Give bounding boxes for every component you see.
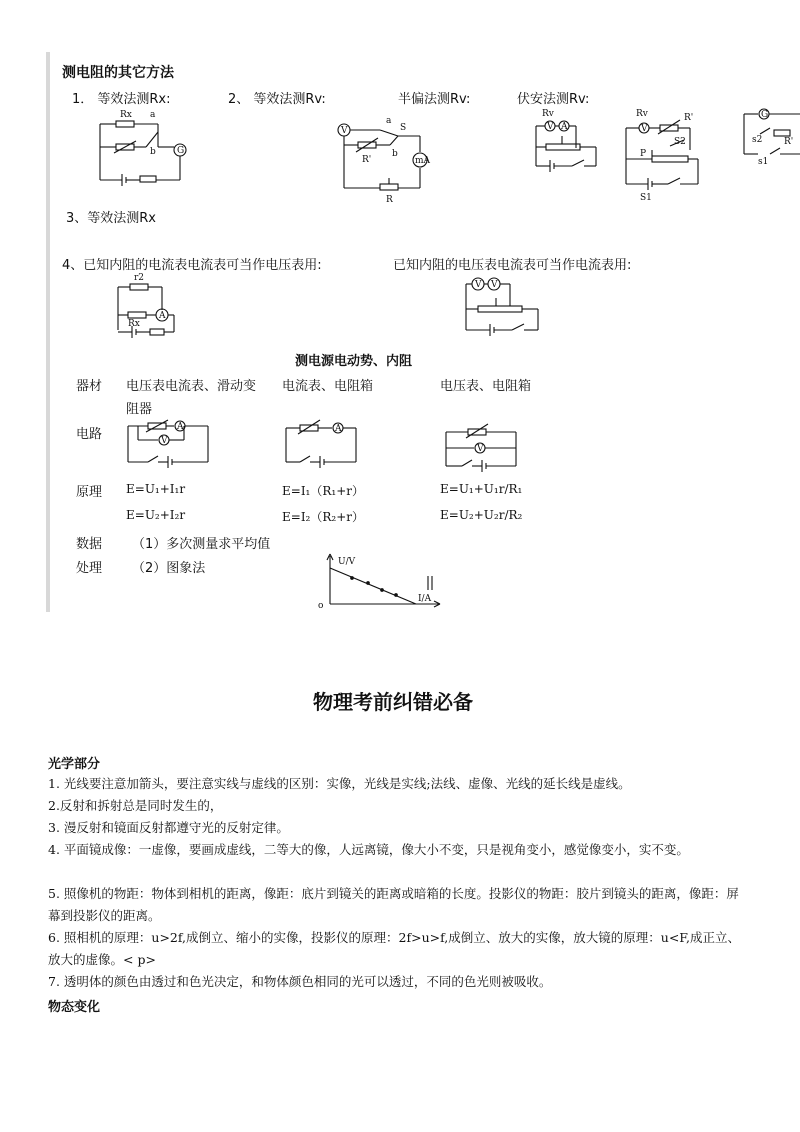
rprime-label-4: R' [684, 113, 694, 123]
doc-title: 物理考前纠错必备 [313, 690, 473, 714]
emf1-v-label: V [161, 436, 168, 446]
s2-label: S2 [674, 137, 686, 147]
s1-small-label: s1 [758, 157, 769, 167]
circuit-equivalent-rx [96, 108, 196, 188]
method-voltammetry-label: 伏安法测Rv: [517, 92, 590, 107]
p-label: P [640, 149, 647, 159]
optics-item-3: 3. 漫反射和镜面反射都遵守光的反射定律。 [48, 820, 289, 835]
v-label-7a: V [475, 280, 482, 290]
method-halfdeflect-label: 半偏法测Rv: [398, 92, 471, 107]
ma-label: mA [415, 156, 431, 166]
rx-label-6: Rx [128, 319, 140, 329]
emf-section-title: 测电源电动势、内阻 [295, 354, 413, 369]
rv-label-4: Rv [636, 109, 648, 119]
v-label: V [341, 126, 348, 136]
principle-label: 原理 [76, 485, 103, 500]
circuit-equivalent-rv [340, 114, 440, 206]
optics-item-5: 5. 照像机的物距：物体到相机的距离，像距：底片到镜关的距离或暗箱的长度。投影仪的物距：胶片到镜头的距离，像距：屏幕到投影仪的距离。 [48, 886, 739, 923]
v-label-3: V [547, 122, 554, 132]
graph-y-label: U/V [338, 557, 356, 567]
data-method-2: （2）图象法 [132, 561, 206, 576]
rprime-label-5: R' [784, 137, 794, 147]
s2-small-label: s2 [752, 135, 763, 145]
scan-edge [46, 52, 50, 612]
section-optics: 光学部分 [48, 757, 101, 772]
emf1-a-label: A [177, 422, 184, 432]
section-state-change: 物态变化 [48, 1000, 101, 1015]
method-2-label: 2、 等效法测Rv: [228, 92, 326, 107]
graph-origin-label: o [318, 601, 324, 611]
optics-item-1: 1. 光线要注意加箭头，要注意实线与虚线的区别：实像，光线是实线;法线、虚像、光线的延长线是虚线。 [48, 776, 631, 791]
formula-3: E=U₁+U₁r/R₁ [440, 482, 523, 496]
equipment-2: 电流表、电阻箱 [282, 379, 374, 394]
emf-circuit-2 [282, 418, 362, 470]
ui-graph [316, 552, 446, 612]
optics-item-2: 2.反射和拆射总是同时发生的， [48, 798, 223, 813]
r2-label: r2 [134, 273, 145, 283]
emf-circuit-3 [442, 418, 522, 474]
v-label-4: V [641, 124, 648, 134]
rv-label: Rv [542, 109, 554, 119]
b-label: b [150, 147, 156, 157]
circuit-partial-edge [740, 104, 800, 168]
circuit-halfdeflect-rv [532, 108, 602, 180]
data-label: 数据 [76, 537, 103, 552]
formula-5: E=I₂（R₂+r） [282, 510, 365, 524]
optics-item-4: 4. 平面镜成像：一虚像，要画成虚线，二等大的像，人远离镜，像大小不变，只是视角变小，感觉像变小，实不变。 [48, 842, 689, 857]
circuit-voltmeter-as-ammeter [462, 270, 552, 340]
method-5-label: 已知内阻的电压表电流表可当作电流表用: [393, 258, 632, 273]
a-label-3: A [561, 122, 568, 132]
optics-item-7: 7. 透明体的颜色由透过和色光决定，和物体颜色相同的光可以透过，不同的色光则被吸收。 [48, 974, 552, 989]
a-label-2: a [386, 116, 392, 126]
equipment-label: 器材 [76, 379, 103, 394]
a-label-6: A [159, 311, 166, 321]
formula-6: E=U₂+U₂r/R₂ [440, 508, 523, 522]
graph-x-label: I/A [418, 594, 432, 604]
method-4-label: 4、已知内阻的电流表电流表可当作电压表用: [62, 258, 322, 273]
formula-1: E=U₁+I₁r [126, 482, 186, 496]
s-label: S [400, 123, 407, 133]
r-label: R [386, 195, 393, 205]
equipment-1b: 阻器 [126, 402, 153, 417]
method-1-label: 1． 等效法测Rx: [72, 92, 171, 107]
emf2-a-label: A [335, 424, 342, 434]
a-label: a [150, 110, 156, 120]
equipment-1a: 电压表电流表、滑动变 [126, 379, 257, 394]
rx-label: Rx [120, 110, 132, 120]
emf3-v-label: V [477, 444, 484, 454]
optics-item-6: 6. 照相机的原理：u>2f,成倒立、缩小的实像，投影仪的原理：2f>u>f,成倒立、放大的实像，放大镜的原理：u<F,成正立、放大的虚像。< p> [48, 930, 740, 967]
g-label-5: G [761, 110, 769, 120]
rprime-label: R' [362, 155, 372, 165]
circuit-row-label: 电路 [76, 427, 103, 442]
data-method-1: （1）多次测量求平均值 [132, 537, 271, 552]
section-title-resistance: 测电阻的其它方法 [62, 65, 174, 81]
method-3-label: 3、等效法测Rx [66, 211, 156, 226]
g-label: G [177, 146, 185, 156]
equipment-3: 电压表、电阻箱 [440, 379, 532, 394]
circuit-voltammetry-rv [618, 106, 708, 202]
emf-circuit-1 [124, 418, 214, 470]
v-label-7b: V [491, 280, 498, 290]
processing-label: 处理 [76, 561, 103, 576]
s1-label: S1 [640, 193, 652, 203]
formula-4: E=U₂+I₂r [126, 508, 186, 522]
formula-2: E=I₁（R₁+r） [282, 484, 365, 498]
circuit-ammeter-as-voltmeter [108, 270, 184, 340]
b-label-2: b [392, 149, 398, 159]
